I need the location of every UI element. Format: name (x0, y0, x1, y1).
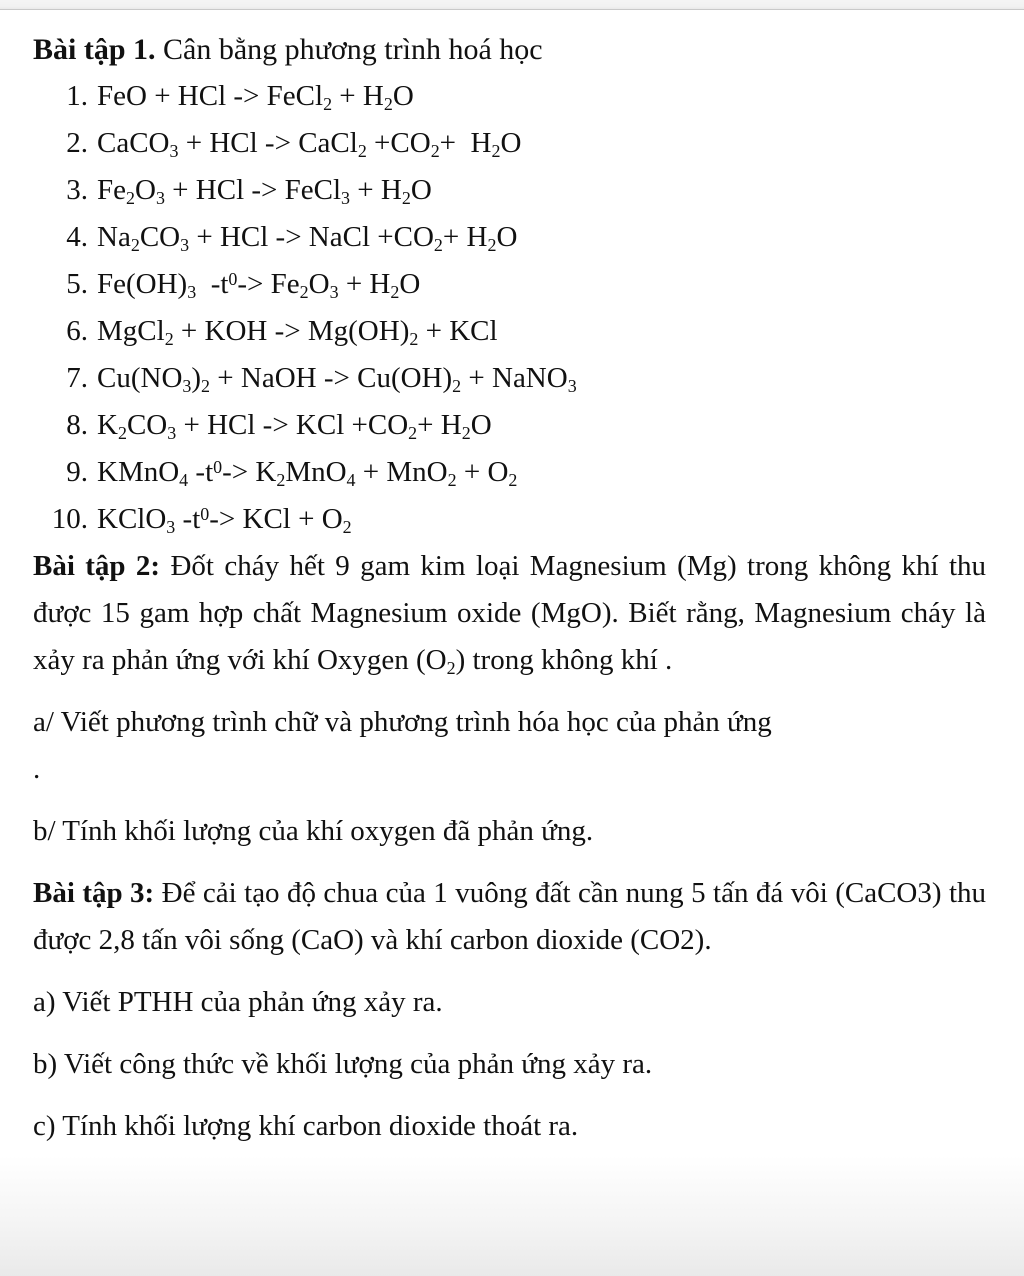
exercise2-part-a-tail: . (33, 753, 41, 785)
spacer (33, 964, 986, 979)
document-page (0, 10, 1024, 1150)
exercise1-lead: Bài tập 1. (33, 33, 156, 66)
equation-item (33, 120, 986, 167)
equation-number: 4. (66, 221, 88, 253)
equation-item (33, 355, 986, 402)
top-chrome-strip (0, 0, 1024, 10)
exercise2-part-a: a/ Viết phương trình chữ và phương trình hóa học của phản ứng (33, 706, 772, 738)
equation-number: 9. (66, 456, 88, 488)
equation-number: 10. (51, 503, 88, 535)
exercise1-title: Cân bằng phương trình hoá học (155, 33, 543, 66)
equation-body: KClO$_3$ $-t^0->$ KCl + $O_2$ (97, 503, 352, 538)
spacer (33, 1026, 986, 1041)
exercise2-lead: Bài tập 2: (33, 550, 161, 582)
equation-number: 5. (66, 268, 88, 300)
exercise3-body: Để cải tạo độ chua của 1 vuông đất cần nung 5 tấn đá vôi (CaCO3) thu được 2,8 tấn vôi sống (CaO) và khí carbon dioxide (CO2). (33, 877, 987, 956)
equation-body: FeO + HCl -> FeCl$_2$ + $H_2O$ (97, 80, 414, 115)
exercise2-part-b: b/ Tính khối lượng của khí oxygen đã phản ứng. (33, 815, 594, 847)
spacer (33, 1088, 986, 1103)
exercise1-heading (33, 26, 986, 73)
equation-list (33, 73, 986, 543)
exercise3-part-c: c) Tính khối lượng khí carbon dioxide thoát ra. (33, 1110, 579, 1142)
equation-body: KMnO$_4$ $-t^0-> K_2MnO_4 + MnO_2 + O_2$ (97, 456, 518, 491)
equation-item (33, 261, 986, 308)
equation-number: 1. (66, 80, 88, 112)
equation-number: 8. (66, 409, 88, 441)
scan-bottom-shading (0, 1156, 1024, 1276)
equation-item (33, 402, 986, 449)
spacer (33, 855, 986, 870)
exercise3-part-b: b) Viết công thức về khối lượng của phản ứng xảy ra. (33, 1048, 653, 1080)
exercise2-paragraph (33, 543, 986, 684)
equation-body: $Fe(OH)_3$ $-t^0-> Fe_2O_3 + H_2O$ (97, 268, 421, 303)
exercise3-paragraph (33, 870, 986, 964)
equation-body: $Fe_2O_3$ + HCl -> FeCl$_3$ + $H_2O$ (97, 174, 432, 209)
equation-number: 6. (66, 315, 88, 347)
equation-body: $Na_2CO_3$ + HCl -> NaCl $+CO_2+ H_2O$ (97, 221, 518, 256)
equation-item (33, 167, 986, 214)
exercise3-lead: Bài tập 3: (33, 877, 155, 909)
spacer (33, 684, 986, 699)
equation-item (33, 449, 986, 496)
equation-body: $Cu(NO_3)_2$ + NaOH -> $Cu(OH)_2$ + NaNO$_3$ (97, 362, 577, 397)
equation-item (33, 214, 986, 261)
exercise3-part-a: a) Viết PTHH của phản ứng xảy ra. (33, 986, 443, 1018)
equation-item (33, 308, 986, 355)
equation-number: 2. (66, 127, 88, 159)
equation-body: CaCO$_3$ + HCl -> CaCl$_2$ $+CO_2+ H_2O$ (97, 127, 522, 162)
equation-item (33, 73, 986, 120)
spacer (33, 793, 986, 808)
equation-number: 3. (66, 174, 88, 206)
equation-body: MgCl$_2$ + KOH -> $Mg(OH)_2$ + KCl (97, 315, 498, 350)
equation-number: 7. (66, 362, 88, 394)
exercise2-body: Đốt cháy hết 9 gam kim loại Magnesium (Mg) trong không khí thu được 15 gam hợp chất Magnesium oxide (MgO). Biết rằng, Magnesium cháy là xảy ra phản ứng với khí Oxygen $(O_2)$ trong không khí . (33, 550, 986, 679)
equation-item (33, 496, 986, 543)
equation-body: $K_2CO_3$ + HCl -> KCl $+CO_2+ H_2O$ (97, 409, 492, 444)
